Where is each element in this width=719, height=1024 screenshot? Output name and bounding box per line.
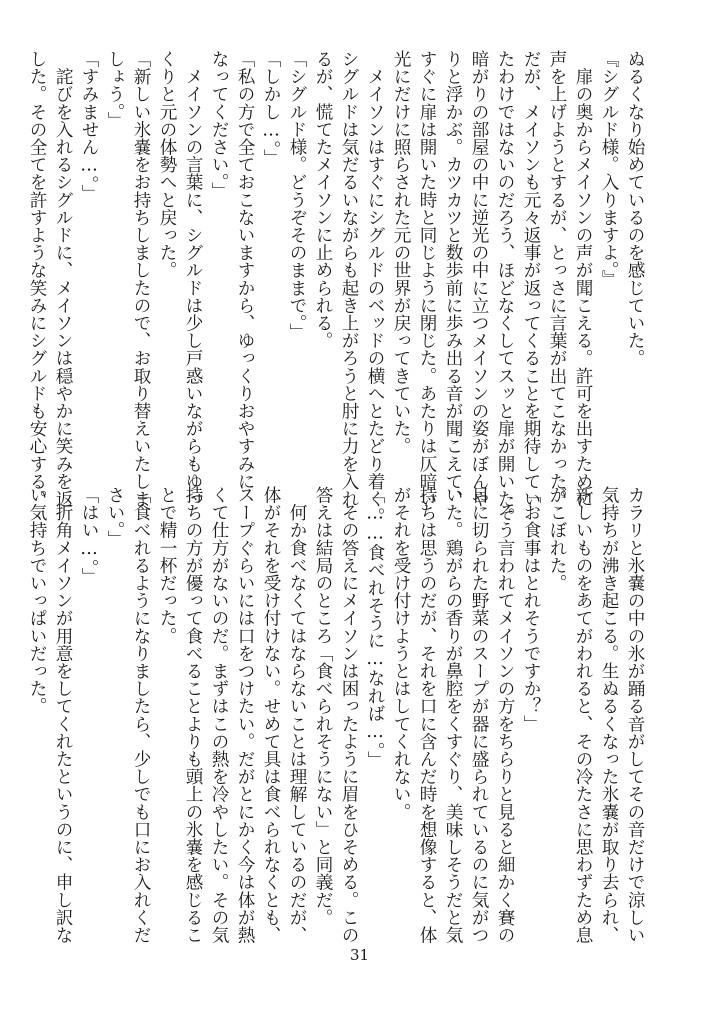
text-line: りと浮かぶ。カツカツと数歩前に歩み出る音が聞こえて、	[443, 50, 463, 508]
text-line: 目に切られた野菜のスープが器に盛られているのに気がつ	[469, 486, 489, 944]
text-line: 「新しい氷嚢をお持ちしましたので、お取り替えいたしま	[131, 50, 151, 508]
lower-text-block	[27, 486, 648, 944]
text-line: 新しいものをあてがわれると、その冷たさに思わずため息	[573, 486, 593, 944]
text-line: 「食べれるようになりましたら、少しでも口にお入れくだ	[131, 486, 151, 944]
text-line: そう言われてメイソンの方をちらりと見ると細かく賽の	[495, 486, 515, 944]
text-line: くて仕方がないのだ。まずはこの熱を冷やしたい。その気	[209, 486, 229, 944]
text-line: 「私の方で全ておこないますから、ゆっくりおやすみに	[235, 50, 255, 490]
text-line: すぐに扉は開いた時と同じように閉じた。あたりは仄暗い	[417, 50, 437, 508]
text-line: メイソンはすぐにシグルドのベッドの横へとたどり着く。	[365, 50, 385, 526]
text-line: さい。」	[105, 486, 125, 548]
text-line: 気持ちが沸き起こる。生ぬるくなった氷嚢が取り去られ、	[599, 486, 619, 944]
text-line: 光にだけに照らされた元の世界が戻ってきていた。	[391, 50, 411, 455]
text-line: なってください。」	[209, 50, 229, 200]
text-line: 声を上げようとするが、とっさに言葉が出てこなかった。	[547, 50, 567, 508]
text-line: るが、慌てたメイソンに止められる。	[313, 50, 333, 350]
text-line: たわけではないのだろう、ほどなくしてスッと扉が開いた。	[495, 50, 515, 526]
text-line: 『シグルド様。入りますよ。』	[599, 50, 619, 288]
text-line: がそれを受け付けようとはしてくれない。	[391, 486, 411, 821]
text-line: スープぐらいには口をつけたい。だがとにかく今は体が熱	[235, 486, 255, 944]
text-line: 暗がりの部屋の中に逆光の中に立つメイソンの姿がぼんや	[469, 50, 489, 508]
text-line: した。その全てを許すような笑みにシグルドも安心する。	[27, 50, 47, 508]
text-line: 「シグルド様。どうぞそのままで。」	[287, 50, 307, 341]
text-line: その答えにメイソンは困ったように眉をひそめる。この	[339, 486, 359, 944]
text-line: 「……食べれそうに…なれば…。」	[365, 486, 385, 769]
text-line: 持ちの方が優って食べることよりも頭上の氷嚢を感じるこ	[183, 486, 203, 944]
text-line: だが、メイソンも元々返事が返ってくることを期待してい	[521, 50, 541, 508]
upper-text-block	[27, 50, 648, 526]
text-line: メイソンの言葉に、シグルドは少し戸惑いながらもゆっ	[183, 50, 203, 508]
text-line: 折角メイソンが用意をしてくれたというのに、申し訳な	[53, 486, 73, 944]
text-line: 体がそれを受け付けない。せめて具は食べられなくとも、	[261, 486, 281, 944]
text-line: カラリと氷嚢の中の氷が踊る音がしてその音だけで涼しい	[625, 486, 645, 944]
text-line: 持ちは思うのだが、それを口に含んだ時を想像すると、体	[417, 486, 437, 944]
text-line: くりと元の体勢へと戻った。	[157, 50, 177, 279]
text-line: しょう。」	[105, 50, 125, 130]
text-line: とで精一杯だった。	[157, 486, 177, 645]
text-line: いた。鶏がらの香りが鼻腔をくすぐり、美味しそうだと気	[443, 486, 463, 944]
text-line: 「はい…。」	[79, 486, 99, 586]
text-line: 答えは結局のところ「食べられそうにない」と同義だ。	[313, 486, 333, 926]
text-line: シグルドは気だるいながらも起き上がろうと肘に力を入れ	[339, 50, 359, 508]
text-line: 「お食事はとれそうですか？」	[521, 486, 541, 733]
text-line: 詫びを入れるシグルドに、メイソンは穏やかに笑みを返	[53, 50, 73, 508]
text-line: 「すみません…。」	[79, 50, 99, 202]
text-line: 「しかし…。」	[261, 50, 281, 167]
page-number: 31	[349, 946, 370, 964]
text-line: 何か食べなくてはならないことは理解しているのだが、	[287, 486, 307, 944]
text-line: がこぼれた。	[547, 486, 567, 592]
text-line: 扉の奥からメイソンの声が聞こえる。許可を出すために	[573, 50, 593, 508]
text-line: ぬるくなり始めているのを感じていた。	[625, 50, 645, 367]
text-line: い気持ちでいっぱいだった。	[27, 486, 47, 715]
